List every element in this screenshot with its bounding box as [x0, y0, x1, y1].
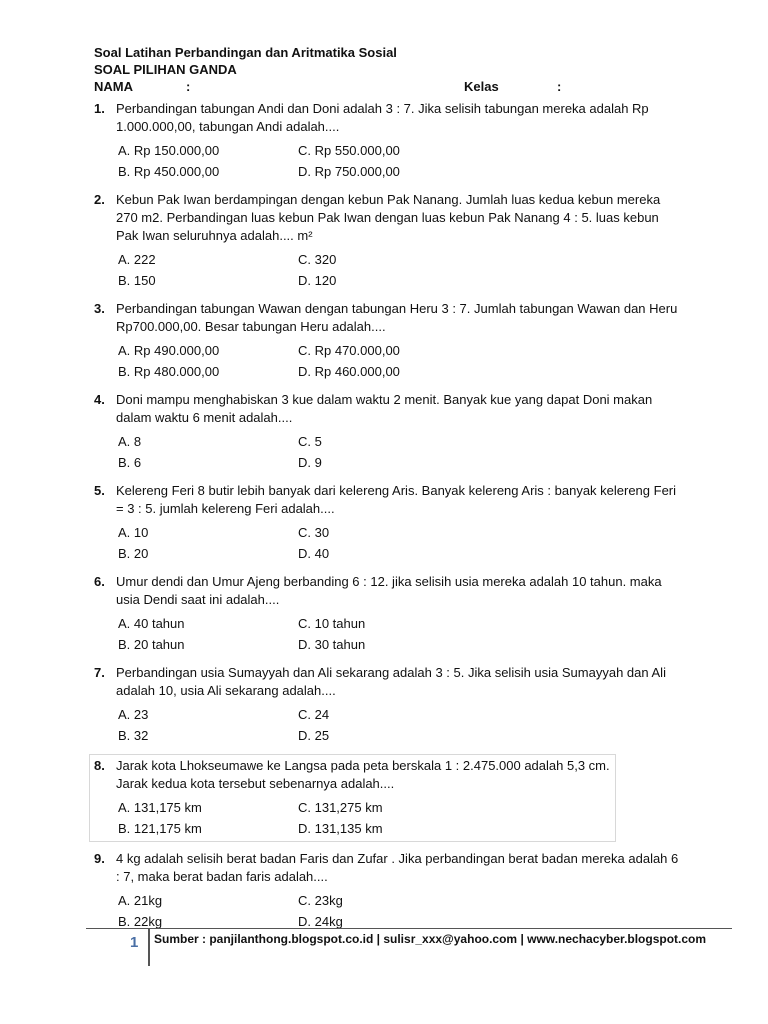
question-3 — [94, 300, 684, 382]
option-d: D. 30 tahun — [298, 637, 366, 652]
option-a: A. 23 — [118, 707, 149, 722]
option-a: A. 8 — [118, 434, 142, 449]
question-text: Jarak kota Lhokseumawe ke Langsa pada peta berskala 1 : 2.475.000 adalah 5,3 cm. Jarak kedua kota tersebut sebenarnya adalah.... — [116, 758, 610, 791]
option-d: D. 24kg — [298, 914, 343, 929]
question-text: Perbandingan tabungan Andi dan Doni adalah 3 : 7. Jika selisih tabungan mereka adalah Rp 1.000.000,00, tabungan Andi adalah.... — [116, 101, 649, 134]
student-info-row — [94, 78, 654, 95]
option-a: A. Rp 490.000,00 — [118, 343, 220, 358]
question-4 — [94, 391, 684, 473]
question-text: Perbandingan tabungan Wawan dengan tabungan Heru 3 : 7. Jumlah tabungan Wawan dan Heru Rp700.000,00. Besar tabungan Heru adalah.... — [116, 301, 678, 334]
option-d: D. 40 — [298, 546, 330, 561]
footer-source: Sumber : panjilanthong.blogspot.co.id | sulisr_xxx@yahoo.com | www.nechacyber.blogspot.com — [154, 932, 707, 946]
document-subtitle: SOAL PILIHAN GANDA — [94, 62, 237, 77]
answer-options — [94, 522, 684, 564]
option-b: B. 6 — [118, 455, 142, 470]
question-number: 8. — [94, 758, 105, 773]
option-b: B. 22kg — [118, 914, 163, 929]
question-number: 4. — [94, 392, 105, 407]
option-a: A. 222 — [118, 252, 156, 267]
question-list — [94, 100, 684, 941]
option-d: D. Rp 460.000,00 — [298, 364, 400, 379]
question-number: 2. — [94, 192, 105, 207]
option-a: A. 40 tahun — [118, 616, 185, 631]
question-5 — [94, 482, 684, 564]
option-a: A. 21kg — [118, 893, 163, 908]
question-number: 5. — [94, 483, 105, 498]
option-c: C. 5 — [298, 434, 322, 449]
option-c: C. 23kg — [298, 893, 343, 908]
option-a: A. Rp 150.000,00 — [118, 143, 220, 158]
question-9 — [94, 850, 684, 932]
option-c: C. 24 — [298, 707, 330, 722]
answer-options — [94, 890, 684, 932]
answer-options — [94, 797, 615, 839]
question-number: 7. — [94, 665, 105, 680]
answer-options — [94, 340, 684, 382]
option-b: B. 20 — [118, 546, 149, 561]
option-b: B. Rp 480.000,00 — [118, 364, 220, 379]
option-c: C. 30 — [298, 525, 330, 540]
document-title: Soal Latihan Perbandingan dan Aritmatika Sosial — [94, 45, 397, 60]
question-number: 3. — [94, 301, 105, 316]
option-d: D. 131,135 km — [298, 821, 383, 836]
option-a: A. 10 — [118, 525, 149, 540]
option-c: C. 320 — [298, 252, 337, 267]
answer-options — [94, 249, 684, 291]
document-header — [94, 44, 654, 95]
question-number: 6. — [94, 574, 105, 589]
kelas-colon: : — [557, 79, 562, 94]
option-b: B. 20 tahun — [118, 637, 185, 652]
option-c: C. Rp 550.000,00 — [298, 143, 400, 158]
question-7 — [94, 664, 684, 746]
option-b: B. Rp 450.000,00 — [118, 164, 220, 179]
question-1 — [94, 100, 684, 182]
option-b: B. 121,175 km — [118, 821, 202, 836]
page-footer — [86, 928, 732, 968]
nama-colon: : — [186, 79, 191, 94]
question-8 — [90, 755, 615, 841]
question-text: Kebun Pak Iwan berdampingan dengan kebun Pak Nanang. Jumlah luas kedua kebun mereka 270 m2. Perbandingan luas kebun Pak Iwan dengan luas kebun Pak Nanang 4 : 5. luas kebun Pak Iwan seluruhnya adalah.... m² — [116, 192, 661, 243]
answer-options — [94, 140, 684, 182]
nama-label: NAMA — [94, 79, 133, 94]
option-b: B. 150 — [118, 273, 156, 288]
footer-rule — [86, 928, 732, 929]
option-c: C. 10 tahun — [298, 616, 366, 631]
option-c: C. Rp 470.000,00 — [298, 343, 400, 358]
question-text: 4 kg adalah selisih berat badan Faris dan Zufar . Jika perbandingan berat badan mereka adalah 6 : 7, maka berat badan faris adalah.... — [116, 851, 679, 884]
footer-divider — [148, 928, 150, 966]
kelas-label: Kelas — [464, 79, 499, 94]
option-b: B. 32 — [118, 728, 149, 743]
option-a: A. 131,175 km — [118, 800, 202, 815]
question-text: Umur dendi dan Umur Ajeng berbanding 6 : 12. jika selisih usia mereka adalah 10 tahun. maka usia Dendi saat ini adalah.... — [116, 574, 662, 607]
question-number: 9. — [94, 851, 105, 866]
answer-options — [94, 613, 684, 655]
option-c: C. 131,275 km — [298, 800, 383, 815]
option-d: D. 9 — [298, 455, 322, 470]
option-d: D. 25 — [298, 728, 330, 743]
question-2 — [94, 191, 684, 291]
question-text: Perbandingan usia Sumayyah dan Ali sekarang adalah 3 : 5. Jika selisih usia Sumayyah dan Ali adalah 10, usia Ali sekarang adalah.... — [116, 665, 666, 698]
question-number: 1. — [94, 101, 105, 116]
page-number: 1 — [130, 934, 139, 951]
option-d: D. 120 — [298, 273, 337, 288]
question-6 — [94, 573, 684, 655]
answer-options — [94, 431, 684, 473]
question-text: Kelereng Feri 8 butir lebih banyak dari kelereng Aris. Banyak kelereng Aris : banyak kelereng Feri = 3 : 5. jumlah kelereng Feri adalah.... — [116, 483, 677, 516]
answer-options — [94, 704, 684, 746]
option-d: D. Rp 750.000,00 — [298, 164, 400, 179]
question-text: Doni mampu menghabiskan 3 kue dalam waktu 2 menit. Banyak kue yang dapat Doni makan dalam waktu 6 menit adalah.... — [116, 392, 653, 425]
